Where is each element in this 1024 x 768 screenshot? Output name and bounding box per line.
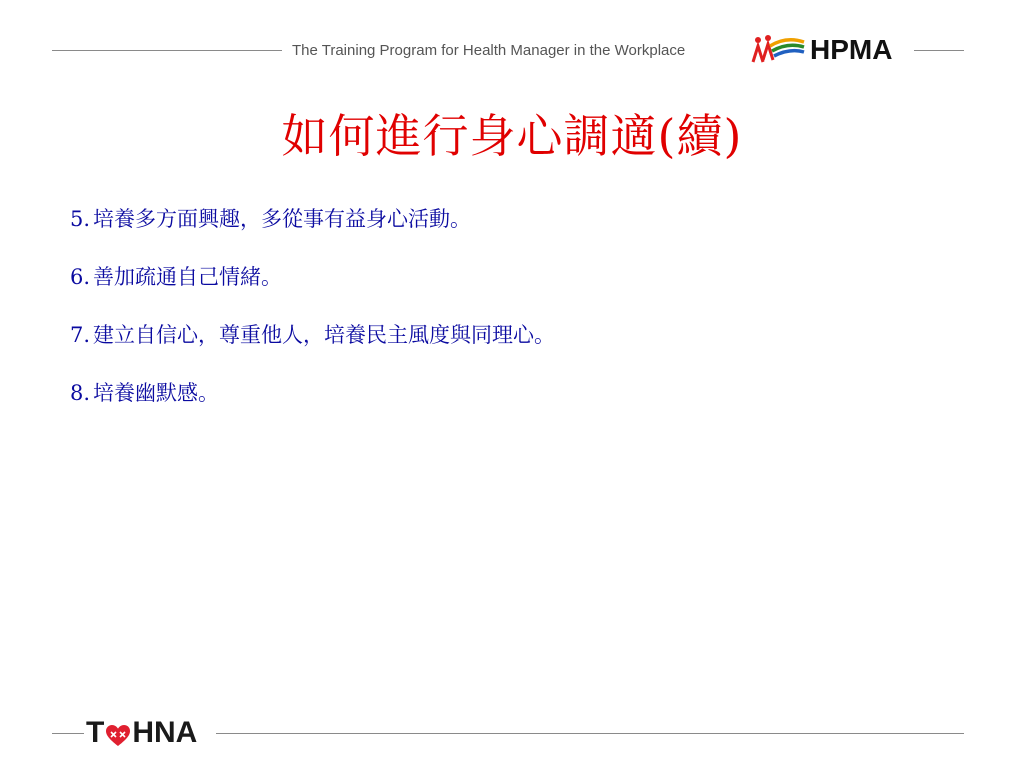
list-item-text: 培養幽默感。	[93, 381, 220, 405]
list-item	[70, 256, 950, 314]
hpma-logo-text: HPMA	[810, 34, 893, 65]
slide-title: 如何進行身心調適(續)	[281, 109, 743, 163]
tohna-logo-letters: HNA	[132, 716, 198, 750]
tohna-logo-letter-t: T	[86, 716, 105, 750]
tohna-logo	[86, 714, 206, 750]
list-item	[70, 314, 950, 372]
list-item	[70, 372, 950, 430]
list-item-number: 7.	[70, 323, 91, 347]
list-item-text: 善加疏通自己情緒。	[93, 265, 283, 289]
header-tagline: The Training Program for Health Manager in the Workplace	[292, 42, 686, 59]
list-item-text: 培養多方面興趣，多從事有益身心活動。	[93, 207, 472, 231]
hpma-logo	[750, 32, 910, 68]
list-item-number: 6.	[70, 265, 91, 289]
list-item-number: 5.	[70, 207, 91, 231]
heart-icon	[105, 721, 131, 745]
hpma-emblem-icon	[750, 32, 806, 68]
content-list	[70, 198, 950, 430]
header-divider-left	[52, 50, 282, 51]
list-item-text: 建立自信心，尊重他人，培養民主風度與同理心。	[93, 323, 556, 347]
list-item-number: 8.	[70, 381, 91, 405]
list-item	[70, 198, 950, 256]
footer-divider-right	[216, 733, 964, 734]
footer-divider-left	[52, 733, 84, 734]
header-divider-right	[914, 50, 964, 51]
